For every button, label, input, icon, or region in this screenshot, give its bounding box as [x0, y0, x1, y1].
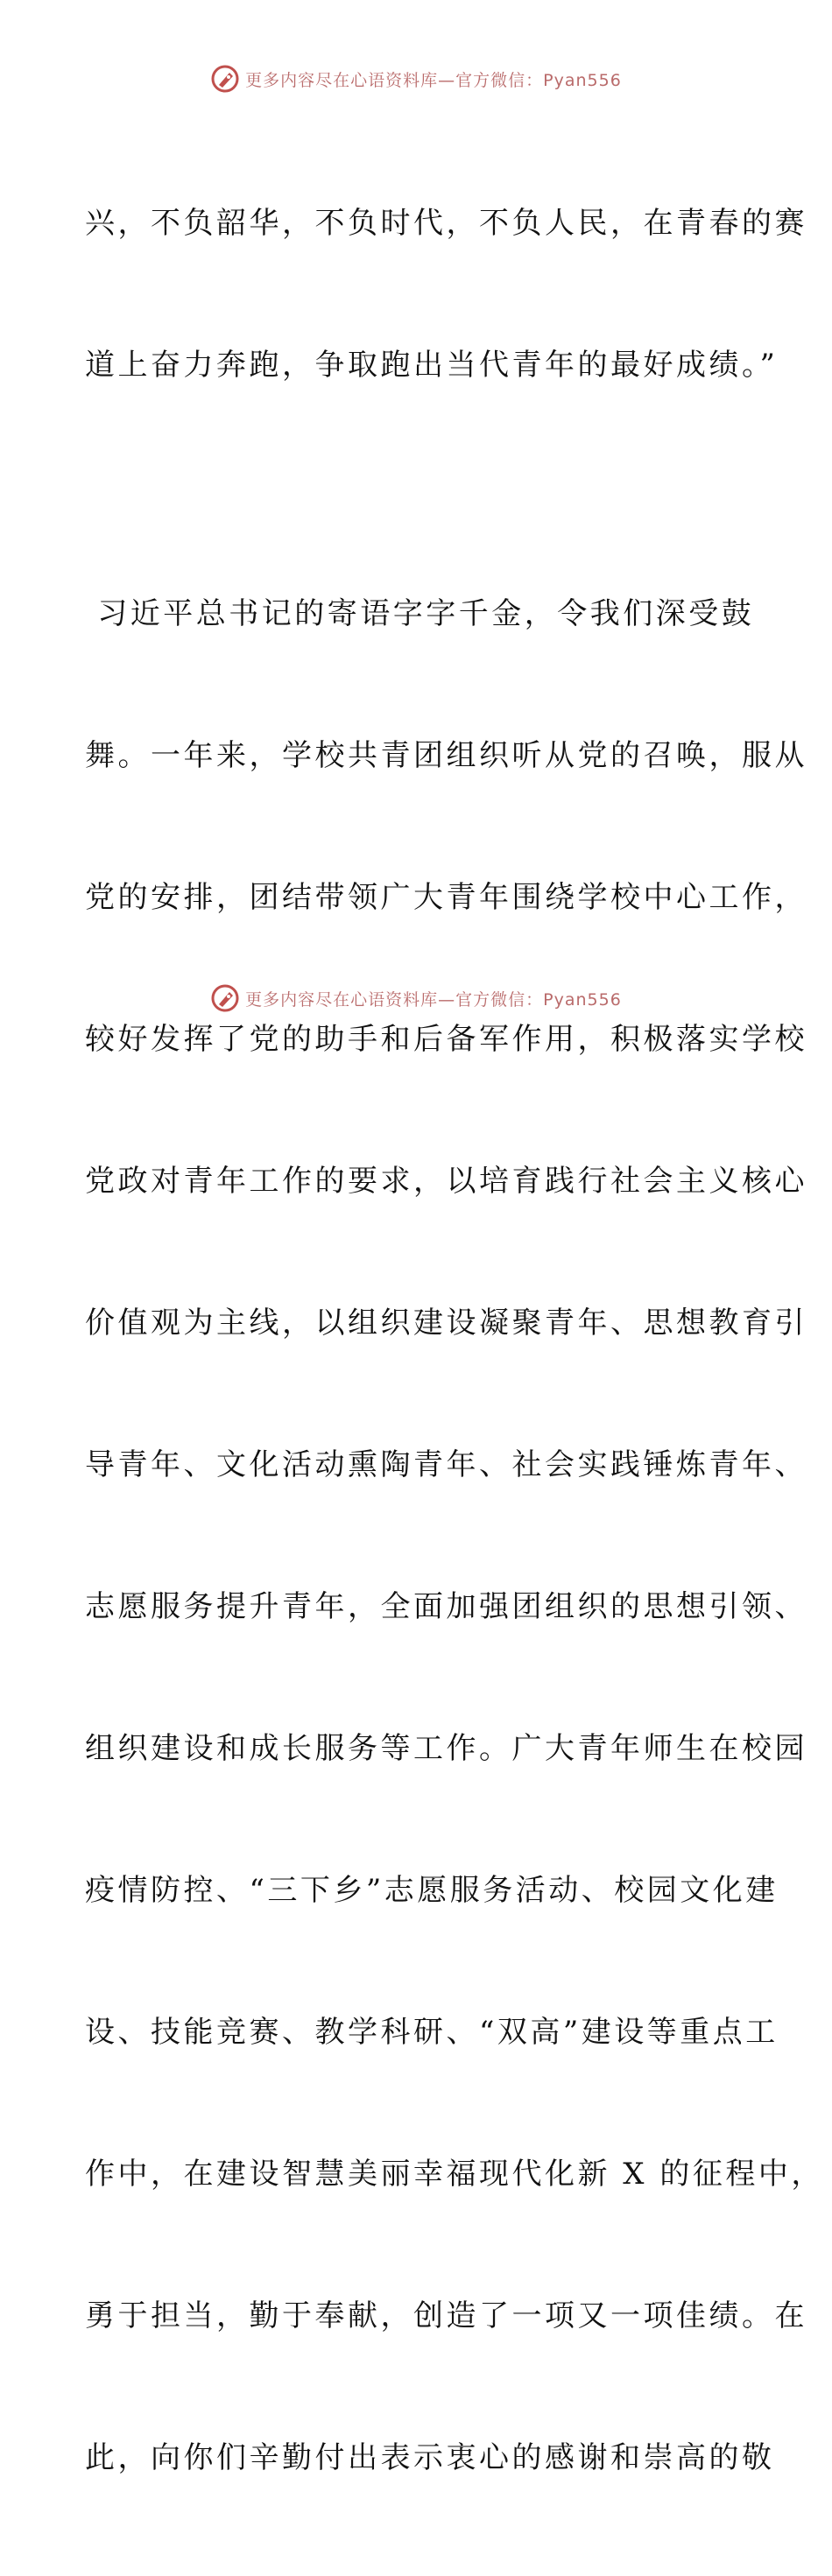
text-line: 疫情防控、“三下乡”志愿服务活动、校园文化建 — [85, 1873, 779, 1908]
text-line: 道上奋力奔跑，争取跑出当代青年的最好成绩。” — [85, 348, 779, 383]
footer-watermark-banner — [0, 981, 832, 1016]
text-line: 兴，不负韶华，不负时代，不负人民，在青春的赛 — [85, 206, 807, 241]
text-line: 党的安排，团结带领广大青年围绕学校中心工作， — [85, 880, 807, 915]
paragraph-1 — [85, 105, 807, 483]
footer-watermark-text: 更多内容尽在心语资料库—官方微信：Pyan556 — [245, 989, 622, 1010]
pen-nib-circle-icon — [210, 64, 240, 94]
paragraph-2 — [85, 496, 824, 2576]
header-watermark-banner — [0, 61, 832, 96]
header-watermark-text: 更多内容尽在心语资料库—官方微信：Pyan556 — [245, 70, 622, 90]
document-body — [85, 105, 824, 2576]
text-line: 志愿服务提升青年，全面加强团组织的思想引领、 — [85, 1589, 807, 1624]
text-line: 舞。一年来，学校共青团组织听从党的召唤，服从 — [85, 738, 807, 773]
text-line: 勇于担当，勤于奉献，创造了一项又一项佳绩。在 — [85, 2298, 807, 2333]
pen-nib-circle-icon — [210, 983, 240, 1013]
text-line: 导青年、文化活动熏陶青年、社会实践锤炼青年、 — [85, 1447, 807, 1482]
text-line: 此，向你们辛勤付出表示衷心的感谢和崇高的敬 — [85, 2440, 775, 2475]
text-line: 组织建设和成长服务等工作。广大青年师生在校园 — [85, 1731, 807, 1766]
text-line: 价值观为主线，以组织建设凝聚青年、思想教育引 — [85, 1306, 807, 1341]
text-line: 较好发挥了党的助手和后备军作用，积极落实学校 — [85, 1022, 807, 1057]
text-line: 设、技能竞赛、教学科研、“双高”建设等重点工 — [85, 2015, 779, 2050]
text-line: 作中，在建设智慧美丽幸福现代化新 X 的征程中， — [85, 2157, 824, 2192]
text-line: 党政对青年工作的要求，以培育践行社会主义核心 — [85, 1164, 807, 1199]
text-line: 习近平总书记的寄语字字千金，令我们深受鼓 — [85, 596, 755, 631]
